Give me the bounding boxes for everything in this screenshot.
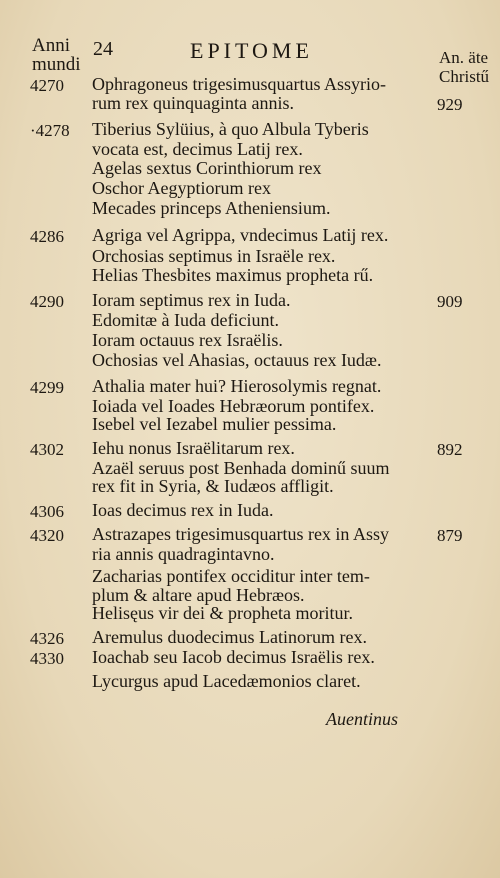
page-number: 24 [93,38,113,60]
chronicle-line: Ioiada vel Ioades Hebræorum pontifex. [92,396,375,416]
chronicle-line: vocata est, decimus Latij rex. [92,139,303,159]
year-anni-mundi: 4302 [30,440,64,459]
christum-label: Christű [439,67,490,86]
chronicle-line: Ochosias vel Ahasias, octauus rex Iudæ. [92,350,382,370]
chronicle-line: Helias Thesbites maximus propheta rű. [92,265,374,285]
chronicle-line: Agriga vel Agrippa, vndecimus Latij rex. [92,225,389,245]
chronicle-line: Orchosias septimus in Israële rex. [92,246,336,266]
chronicle-line: ria annis quadragintavno. [92,544,275,564]
year-anni-mundi: 4326 [30,629,64,648]
chronicle-line: Ioram septimus rex in Iuda. [92,290,291,310]
year-ante-christum: 929 [437,95,463,114]
chronicle-line: Oschor Aegyptiorum rex [92,178,271,198]
year-ante-christum: 892 [437,440,463,459]
ante-label: An. äte [439,48,489,67]
chronicle-line: Zacharias pontifex occiditur inter tem- [92,566,370,586]
chronicle-line: Aremulus duodecimus Latinorum rex. [92,627,367,647]
year-anni-mundi: 4270 [30,76,64,95]
year-anni-mundi: 4299 [30,378,64,397]
chronicle-line: Ioram octauus rex Israëlis. [92,330,283,350]
year-ante-christum: 909 [437,292,463,311]
anni-label: Anni [32,35,70,56]
chronicle-line: plum & altare apud Hebræos. [92,585,305,605]
mundi-label: mundi [32,54,81,75]
chronicle-line: Mecades princeps Atheniensium. [92,198,331,218]
chronicle-line: Ioachab seu Iacob decimus Israëlis rex. [92,647,375,667]
year-anni-mundi: ·4278 [30,121,70,140]
catchword: Auentinus [326,709,398,729]
year-anni-mundi: 4306 [30,502,64,521]
chronicle-line: Edomitæ à Iuda deficiunt. [92,310,279,330]
chronicle-line: Tiberius Sylüius, à quo Albula Tyberis [92,119,369,139]
year-anni-mundi: 4330 [30,649,64,668]
year-ante-christum: 879 [437,526,463,545]
ante-christum-heading [439,48,489,86]
year-anni-mundi: 4320 [30,526,64,545]
chronicle-line: Athalia mater hui? Hierosolymis regnat. [92,376,382,396]
chronicle-line: Ioas decimus rex in Iuda. [92,500,274,520]
chronicle-line: Lycurgus apud Lacedæmonios claret. [92,671,361,691]
year-anni-mundi: 4286 [30,227,64,246]
anni-mundi-heading [32,36,81,74]
chronicle-line: Astrazapes trigesimusquartus rex in Assy [92,524,389,544]
chronicle-line: rex fit in Syria, & Iudæos affligit. [92,476,334,496]
chronicle-line: Ophragoneus trigesimusquartus Assyrio- [92,74,386,94]
chronicle-line: rum rex quinquaginta annis. [92,93,294,113]
chronicle-line: Isebel vel Iezabel mulier pessima. [92,414,337,434]
page-title: EPITOME [190,38,313,63]
year-anni-mundi: 4290 [30,292,64,311]
chronicle-line: Azaël seruus post Benhada dominű suum [92,458,390,478]
chronicle-line: Agelas sextus Corinthiorum rex [92,158,322,178]
chronicle-line: Helisęus vir dei & propheta moritur. [92,603,353,623]
chronicle-line: Iehu nonus Israëlitarum rex. [92,438,295,458]
